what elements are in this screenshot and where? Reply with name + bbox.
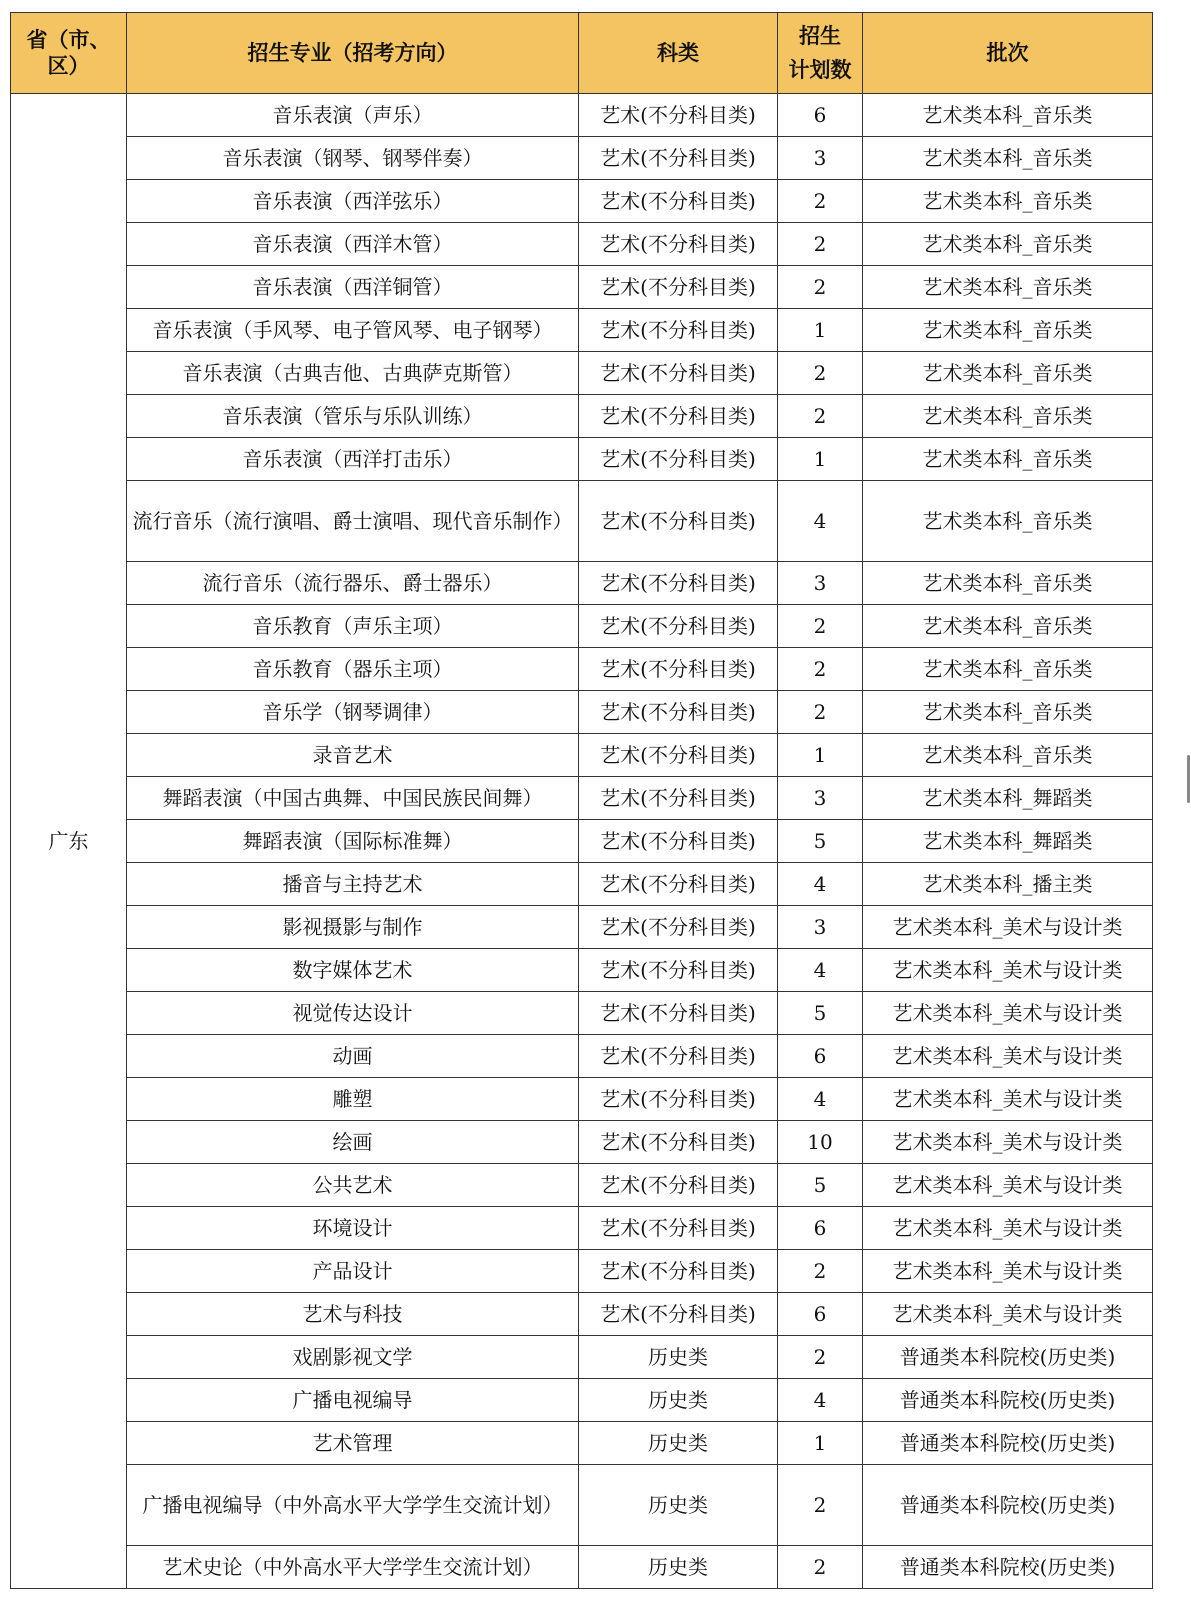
plan-cell: 6	[778, 1035, 863, 1078]
table-row	[11, 352, 1153, 395]
table-row	[11, 863, 1153, 906]
major-cell: 艺术管理	[127, 1422, 579, 1465]
table-row	[11, 734, 1153, 777]
table-row	[11, 1250, 1153, 1293]
plan-cell: 4	[778, 481, 863, 562]
batch-cell: 艺术类本科_美术与设计类	[863, 906, 1153, 949]
batch-cell: 艺术类本科_美术与设计类	[863, 1250, 1153, 1293]
batch-cell: 艺术类本科_美术与设计类	[863, 949, 1153, 992]
table-row	[11, 309, 1153, 352]
major-cell: 舞蹈表演（国际标准舞）	[127, 820, 579, 863]
subject-cell: 艺术(不分科目类)	[579, 395, 778, 438]
header-plan: 招生 计划数	[778, 13, 863, 94]
table-row	[11, 137, 1153, 180]
table-row	[11, 223, 1153, 266]
plan-cell: 3	[778, 777, 863, 820]
batch-cell: 艺术类本科_美术与设计类	[863, 1035, 1153, 1078]
plan-cell: 6	[778, 1207, 863, 1250]
batch-cell: 艺术类本科_音乐类	[863, 223, 1153, 266]
batch-cell: 普通类本科院校(历史类)	[863, 1546, 1153, 1589]
subject-cell: 艺术(不分科目类)	[579, 820, 778, 863]
plan-cell: 5	[778, 992, 863, 1035]
major-cell: 环境设计	[127, 1207, 579, 1250]
table-row	[11, 438, 1153, 481]
plan-cell: 5	[778, 820, 863, 863]
table-row	[11, 180, 1153, 223]
scroll-edge-marker	[1187, 755, 1190, 803]
table-row	[11, 1379, 1153, 1422]
table-row	[11, 395, 1153, 438]
plan-cell: 2	[778, 395, 863, 438]
batch-cell: 艺术类本科_音乐类	[863, 309, 1153, 352]
batch-cell: 普通类本科院校(历史类)	[863, 1336, 1153, 1379]
major-cell: 雕塑	[127, 1078, 579, 1121]
batch-cell: 艺术类本科_舞蹈类	[863, 777, 1153, 820]
major-cell: 视觉传达设计	[127, 992, 579, 1035]
plan-cell: 2	[778, 1250, 863, 1293]
table-row	[11, 691, 1153, 734]
subject-cell: 艺术(不分科目类)	[579, 734, 778, 777]
plan-cell: 2	[778, 648, 863, 691]
plan-cell: 2	[778, 1546, 863, 1589]
plan-cell: 1	[778, 734, 863, 777]
batch-cell: 艺术类本科_音乐类	[863, 352, 1153, 395]
major-cell: 音乐表演（古典吉他、古典萨克斯管）	[127, 352, 579, 395]
batch-cell: 艺术类本科_音乐类	[863, 734, 1153, 777]
subject-cell: 艺术(不分科目类)	[579, 863, 778, 906]
major-cell: 舞蹈表演（中国古典舞、中国民族民间舞）	[127, 777, 579, 820]
batch-cell: 艺术类本科_音乐类	[863, 94, 1153, 137]
batch-cell: 艺术类本科_音乐类	[863, 605, 1153, 648]
province-cell: 广东	[11, 94, 127, 1589]
subject-cell: 艺术(不分科目类)	[579, 1293, 778, 1336]
subject-cell: 艺术(不分科目类)	[579, 1250, 778, 1293]
major-cell: 产品设计	[127, 1250, 579, 1293]
plan-cell: 2	[778, 266, 863, 309]
table-row	[11, 1207, 1153, 1250]
subject-cell: 艺术(不分科目类)	[579, 481, 778, 562]
plan-cell: 5	[778, 1164, 863, 1207]
plan-cell: 1	[778, 438, 863, 481]
subject-cell: 艺术(不分科目类)	[579, 777, 778, 820]
table-row	[11, 94, 1153, 137]
major-cell: 音乐表演（钢琴、钢琴伴奏）	[127, 137, 579, 180]
header-subject: 科类	[579, 13, 778, 94]
major-cell: 音乐教育（声乐主项）	[127, 605, 579, 648]
major-cell: 音乐表演（西洋弦乐）	[127, 180, 579, 223]
subject-cell: 历史类	[579, 1465, 778, 1546]
subject-cell: 艺术(不分科目类)	[579, 223, 778, 266]
batch-cell: 艺术类本科_音乐类	[863, 180, 1153, 223]
subject-cell: 历史类	[579, 1546, 778, 1589]
subject-cell: 艺术(不分科目类)	[579, 438, 778, 481]
major-cell: 音乐表演（西洋铜管）	[127, 266, 579, 309]
subject-cell: 艺术(不分科目类)	[579, 1207, 778, 1250]
plan-cell: 2	[778, 1465, 863, 1546]
plan-cell: 4	[778, 949, 863, 992]
major-cell: 绘画	[127, 1121, 579, 1164]
plan-cell: 2	[778, 605, 863, 648]
plan-cell: 2	[778, 223, 863, 266]
batch-cell: 艺术类本科_音乐类	[863, 137, 1153, 180]
table-row	[11, 1164, 1153, 1207]
major-cell: 公共艺术	[127, 1164, 579, 1207]
subject-cell: 艺术(不分科目类)	[579, 1121, 778, 1164]
enrollment-plan-table	[10, 12, 1153, 1589]
table-row	[11, 1035, 1153, 1078]
batch-cell: 艺术类本科_美术与设计类	[863, 1207, 1153, 1250]
batch-cell: 普通类本科院校(历史类)	[863, 1379, 1153, 1422]
plan-cell: 2	[778, 180, 863, 223]
batch-cell: 艺术类本科_音乐类	[863, 395, 1153, 438]
table-row	[11, 1546, 1153, 1589]
major-cell: 动画	[127, 1035, 579, 1078]
subject-cell: 艺术(不分科目类)	[579, 180, 778, 223]
table-row	[11, 992, 1153, 1035]
header-row	[11, 13, 1153, 94]
plan-cell: 4	[778, 1078, 863, 1121]
table-row	[11, 1336, 1153, 1379]
batch-cell: 艺术类本科_音乐类	[863, 562, 1153, 605]
plan-cell: 10	[778, 1121, 863, 1164]
table-row	[11, 648, 1153, 691]
major-cell: 音乐表演（西洋打击乐）	[127, 438, 579, 481]
batch-cell: 普通类本科院校(历史类)	[863, 1422, 1153, 1465]
batch-cell: 艺术类本科_播主类	[863, 863, 1153, 906]
plan-cell: 3	[778, 906, 863, 949]
table-row	[11, 1422, 1153, 1465]
subject-cell: 艺术(不分科目类)	[579, 562, 778, 605]
major-cell: 流行音乐（流行演唱、爵士演唱、现代音乐制作）	[127, 481, 579, 562]
table-row	[11, 1121, 1153, 1164]
plan-cell: 2	[778, 352, 863, 395]
subject-cell: 艺术(不分科目类)	[579, 94, 778, 137]
subject-cell: 艺术(不分科目类)	[579, 1078, 778, 1121]
table-row	[11, 906, 1153, 949]
table-row	[11, 605, 1153, 648]
table-row	[11, 1465, 1153, 1546]
table-row	[11, 266, 1153, 309]
batch-cell: 艺术类本科_音乐类	[863, 481, 1153, 562]
header-batch: 批次	[863, 13, 1153, 94]
subject-cell: 历史类	[579, 1379, 778, 1422]
batch-cell: 艺术类本科_美术与设计类	[863, 1078, 1153, 1121]
batch-cell: 普通类本科院校(历史类)	[863, 1465, 1153, 1546]
table-row	[11, 1293, 1153, 1336]
subject-cell: 艺术(不分科目类)	[579, 1035, 778, 1078]
subject-cell: 艺术(不分科目类)	[579, 906, 778, 949]
plan-cell: 4	[778, 863, 863, 906]
subject-cell: 艺术(不分科目类)	[579, 992, 778, 1035]
table-row	[11, 1078, 1153, 1121]
plan-cell: 2	[778, 691, 863, 734]
batch-cell: 艺术类本科_美术与设计类	[863, 1293, 1153, 1336]
plan-cell: 1	[778, 1422, 863, 1465]
batch-cell: 艺术类本科_美术与设计类	[863, 1164, 1153, 1207]
plan-cell: 1	[778, 309, 863, 352]
table-row	[11, 562, 1153, 605]
batch-cell: 艺术类本科_美术与设计类	[863, 992, 1153, 1035]
plan-cell: 6	[778, 94, 863, 137]
major-cell: 录音艺术	[127, 734, 579, 777]
batch-cell: 艺术类本科_音乐类	[863, 648, 1153, 691]
batch-cell: 艺术类本科_舞蹈类	[863, 820, 1153, 863]
major-cell: 流行音乐（流行器乐、爵士器乐）	[127, 562, 579, 605]
subject-cell: 历史类	[579, 1422, 778, 1465]
subject-cell: 历史类	[579, 1336, 778, 1379]
subject-cell: 艺术(不分科目类)	[579, 605, 778, 648]
major-cell: 音乐表演（西洋木管）	[127, 223, 579, 266]
table-row	[11, 820, 1153, 863]
batch-cell: 艺术类本科_音乐类	[863, 691, 1153, 734]
major-cell: 音乐学（钢琴调律）	[127, 691, 579, 734]
table-row	[11, 777, 1153, 820]
major-cell: 广播电视编导（中外高水平大学学生交流计划）	[127, 1465, 579, 1546]
subject-cell: 艺术(不分科目类)	[579, 648, 778, 691]
major-cell: 广播电视编导	[127, 1379, 579, 1422]
header-major: 招生专业（招考方向）	[127, 13, 579, 94]
table-row	[11, 481, 1153, 562]
major-cell: 艺术与科技	[127, 1293, 579, 1336]
plan-cell: 6	[778, 1293, 863, 1336]
subject-cell: 艺术(不分科目类)	[579, 352, 778, 395]
major-cell: 音乐表演（声乐）	[127, 94, 579, 137]
plan-cell: 4	[778, 1379, 863, 1422]
major-cell: 音乐表演（管乐与乐队训练）	[127, 395, 579, 438]
major-cell: 音乐表演（手风琴、电子管风琴、电子钢琴）	[127, 309, 579, 352]
subject-cell: 艺术(不分科目类)	[579, 266, 778, 309]
major-cell: 数字媒体艺术	[127, 949, 579, 992]
plan-cell: 2	[778, 1336, 863, 1379]
major-cell: 艺术史论（中外高水平大学学生交流计划）	[127, 1546, 579, 1589]
header-province: 省（市、区）	[11, 13, 127, 94]
major-cell: 播音与主持艺术	[127, 863, 579, 906]
subject-cell: 艺术(不分科目类)	[579, 691, 778, 734]
table-row	[11, 949, 1153, 992]
subject-cell: 艺术(不分科目类)	[579, 137, 778, 180]
batch-cell: 艺术类本科_美术与设计类	[863, 1121, 1153, 1164]
plan-cell: 3	[778, 137, 863, 180]
plan-cell: 3	[778, 562, 863, 605]
major-cell: 影视摄影与制作	[127, 906, 579, 949]
subject-cell: 艺术(不分科目类)	[579, 309, 778, 352]
subject-cell: 艺术(不分科目类)	[579, 949, 778, 992]
batch-cell: 艺术类本科_音乐类	[863, 266, 1153, 309]
batch-cell: 艺术类本科_音乐类	[863, 438, 1153, 481]
major-cell: 戏剧影视文学	[127, 1336, 579, 1379]
subject-cell: 艺术(不分科目类)	[579, 1164, 778, 1207]
major-cell: 音乐教育（器乐主项）	[127, 648, 579, 691]
